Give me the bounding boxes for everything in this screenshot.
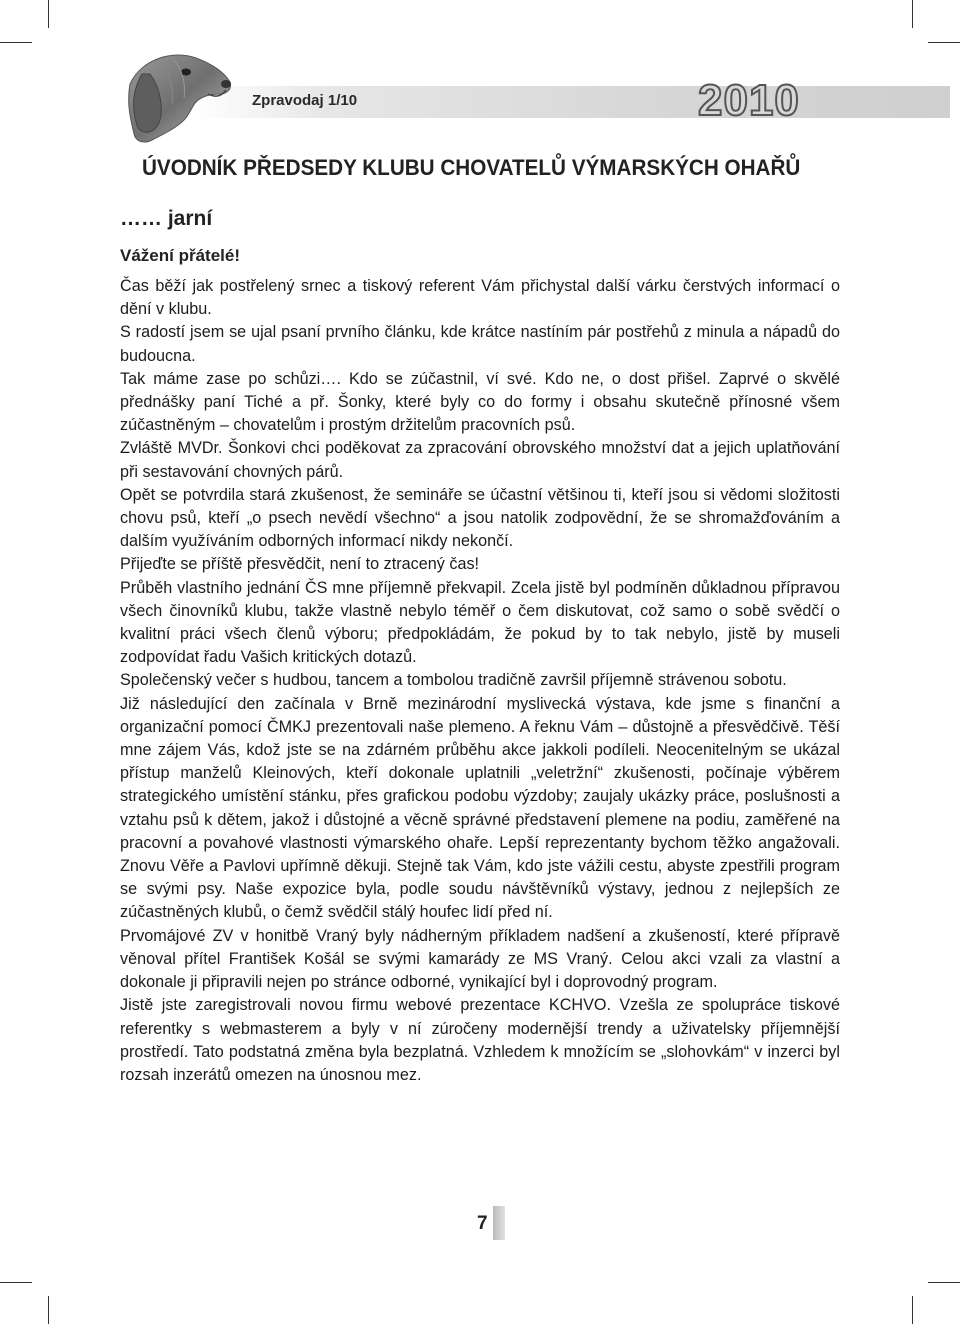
paragraph: Společenský večer s hudbou, tancem a tombolou tradičně završil příjemně strávenou sobotu. xyxy=(120,671,787,690)
crop-mark-bottom-right xyxy=(912,1296,913,1324)
paragraph: Prvomájové ZV v honitbě Vraný byly nádherným příkladem nadšení a zkušeností, které přípravě věnoval přítel František Košál se svými kamarády ze MS Vraný. Celou akci vzali za vlastní a dokonale ji připravili nejen po stránce odborné, vynikající byl i doprovodný program. xyxy=(120,926,840,992)
dog-head-icon xyxy=(112,44,236,148)
crop-mark-left-top xyxy=(0,42,32,43)
page-number: 7 xyxy=(477,1213,488,1234)
article-subtitle: …… jarní xyxy=(120,207,213,230)
page-number-bar xyxy=(493,1206,505,1240)
article-title: ÚVODNÍK PŘEDSEDY KLUBU CHOVATELŮ VÝMARSKÝCH OHAŘŮ xyxy=(142,155,801,180)
paragraph: Čas běží jak postřelený srnec a tiskový referent Vám přichystal další várku čerstvých informací o dění v klubu. xyxy=(120,277,840,319)
paragraph: Průběh vlastního jednání ČS mne příjemně překvapil. Zcela jistě byl podmíněn důkladnou přípravou všech činovníků klubu, takže vlastně nebylo téměř o čem diskutovat, což samo o sobě svědčí o kvalitní práci všech členů výboru; předpokládám, že pokud by to tak nebylo, jistě by museli zodpovídat řadu Vašich kritických dotazů. xyxy=(120,578,840,667)
paragraph: Zvláště MVDr. Šonkovi chci poděkovat za zpracování obrovského množství dat a jejich uplatňování při sestavování chovných párů. xyxy=(120,439,840,481)
crop-mark-bottom-left xyxy=(48,1296,49,1324)
greeting: Vážení přátelé! xyxy=(120,246,240,265)
paragraph: Opět se potvrdila stará zkušenost, že semináře se účastní většinou ti, kteří jsou si vědomi složitosti chovu psů, kteří „o psech nevědí všechno“ a jsou natolik zodpovědní, že se shromažďováním a dalším využíváním odborných informací nikdy nekončí. xyxy=(120,485,840,551)
issue-label: Zpravodaj 1/10 xyxy=(252,92,358,109)
paragraph: S radostí jsem se ujal psaní prvního článku, kde krátce nastíním pár postřehů z minula a nápadů do budoucna. xyxy=(120,323,840,365)
crop-mark-right-bottom xyxy=(928,1282,960,1283)
article-body xyxy=(120,275,840,1087)
paragraph: Tak máme zase po schůzi…. Kdo se zúčastnil, ví své. Kdo ne, o dost přišel. Zaprvé o skvělé přednášky paní Tiché a př. Šonky, které byly co do formy i obsahu skutečně přínosné všem zúčastněným – chovatelům i prostým držitelům pracovních psů. xyxy=(120,369,840,435)
paragraph: Přijeďte se příště přesvědčit, není to ztracený čas! xyxy=(120,555,480,574)
crop-mark-right-top xyxy=(928,42,960,43)
crop-mark-top-right xyxy=(912,0,913,28)
crop-mark-left-bottom xyxy=(0,1282,32,1283)
paragraph: Již následující den začínala v Brně mezinárodní myslivecká výstava, kde jsme s finanční a organizační pomocí ČMKJ prezentovali naše plemeno. A řeknu Vám – důstojně a přesvědčivě. Těší mne zájem Vás, kdož jste se na zdárném průběhu akce jakkoli podíleli. Neocenitelným se ukázal přístup manželů Kleinových, kteří dokonale uplatnili „veletržní“ zkušenosti, počínaje výběrem strategického umístění stánku, přes grafickou podobu výzdoby; zaujaly ukázky práce, poslušnosti a vztahu psů k dětem, jakož i důstojné a věcně správné představení plemene na podiu, zaměřené na pracovní a povahové vlastnosti výmarského ohaře. Lepší reprezentanty bychom těžko angažovali. Znovu Věře a Pavlovi upřímně děkuji. Stejně tak Vám, kdo jste vážili cestu, abyste zpestřili program se svými psy. Naše expozice byla, podle soudu návštěvníků výstavy, jednou z nejlepších ze zúčastněných klubů, o čemž svědčil stálý houfec lidí před ní. xyxy=(120,694,840,922)
crop-mark-top-left xyxy=(48,0,49,28)
paragraph: Jistě jste zaregistrovali novou firmu webové prezentace KCHVO. Vzešla ze spolupráce tiskové referentky s webmasterem a byly v ní zúročeny modernější trendy a uživatelsky příjemnější prostředí. Tato podstatná změna byla bezplatná. Vzhledem k množícím se „slohovkám“ v inzerci byl rozsah inzerátů omezen na únosnou mez. xyxy=(120,996,840,1084)
year-label: 2010 xyxy=(698,76,800,125)
